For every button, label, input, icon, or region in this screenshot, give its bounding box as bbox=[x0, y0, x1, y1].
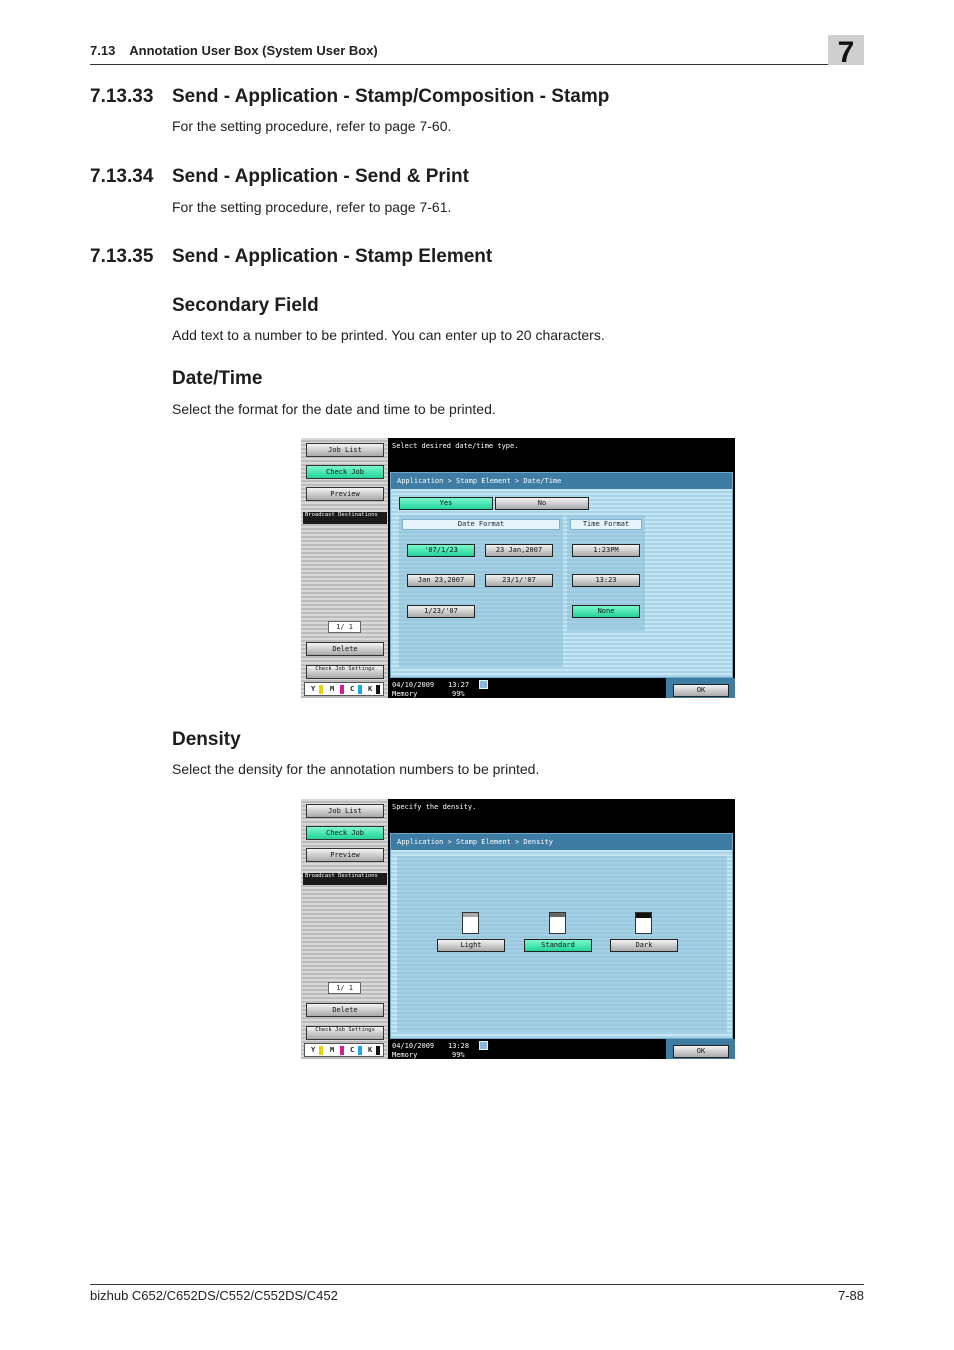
section-heading-7-13-35 bbox=[90, 246, 492, 268]
preview-button[interactable]: Preview bbox=[306, 848, 384, 862]
section-heading-7-13-33 bbox=[90, 86, 609, 108]
date-format-label: Date Format bbox=[402, 519, 560, 530]
screen-message: Specify the density. bbox=[392, 803, 477, 811]
settings-area bbox=[390, 472, 733, 678]
toner-indicator bbox=[304, 682, 384, 696]
page-counter: 1/ 1 bbox=[328, 982, 361, 994]
check-job-button[interactable]: Check Job bbox=[306, 465, 384, 479]
subheading-secondary-field: Secondary Field bbox=[172, 295, 319, 316]
preview-button[interactable]: Preview bbox=[306, 487, 384, 501]
toner-indicator bbox=[304, 1043, 384, 1057]
subheading-density: Density bbox=[172, 729, 241, 750]
memory-value: 99% bbox=[452, 1051, 465, 1059]
time-format-label: Time Format bbox=[570, 519, 642, 530]
toner-y-bar bbox=[319, 685, 323, 694]
side-panel bbox=[301, 799, 388, 1059]
mfp-screen-date-time bbox=[301, 438, 735, 698]
network-icon bbox=[479, 680, 488, 689]
toner-k-label: K bbox=[368, 685, 373, 693]
no-button[interactable]: No bbox=[495, 497, 589, 510]
toner-c-label: C bbox=[350, 1046, 355, 1054]
network-icon bbox=[479, 1041, 488, 1050]
toner-m-bar bbox=[340, 1046, 344, 1055]
check-job-button[interactable]: Check Job bbox=[306, 826, 384, 840]
standard-density-icon bbox=[549, 912, 566, 934]
status-date: 04/10/2009 bbox=[392, 681, 435, 689]
toner-y-bar bbox=[319, 1046, 323, 1055]
status-bar bbox=[390, 1039, 666, 1059]
date-time-text: Select the format for the date and time to be printed. bbox=[172, 401, 496, 417]
subheading-date-time: Date/Time bbox=[172, 368, 263, 389]
delete-button[interactable]: Delete bbox=[306, 1003, 384, 1017]
light-button[interactable]: Light bbox=[437, 939, 505, 952]
footer-page-number: 7-88 bbox=[837, 1288, 864, 1303]
header-rule bbox=[90, 64, 864, 65]
section-title: Send - Application - Stamp/Composition - Stamp bbox=[172, 86, 610, 107]
date-format-group bbox=[399, 515, 563, 667]
status-bar bbox=[390, 678, 666, 698]
section-title: Send - Application - Send & Print bbox=[172, 166, 469, 187]
broadcast-destinations-label: Broadcast Destinations bbox=[303, 512, 387, 524]
breadcrumb: Application > Stamp Element > Date/Time bbox=[391, 473, 732, 489]
secondary-field-text: Add text to a number to be printed. You can enter up to 20 characters. bbox=[172, 327, 605, 343]
time-option-button[interactable]: None bbox=[572, 605, 640, 618]
section-number: 7.13.34 bbox=[90, 166, 154, 187]
density-text: Select the density for the annotation numbers to be printed. bbox=[172, 761, 540, 777]
footer-model: bizhub C652/C652DS/C552/C552DS/C452 bbox=[90, 1288, 338, 1303]
side-panel bbox=[301, 438, 388, 698]
section-text: For the setting procedure, refer to page 7-60. bbox=[172, 118, 452, 134]
settings-area bbox=[390, 833, 733, 1039]
toner-c-bar bbox=[358, 685, 362, 694]
ok-button[interactable]: OK bbox=[673, 684, 729, 697]
status-date: 04/10/2009 bbox=[392, 1042, 435, 1050]
check-job-settings-button[interactable]: Check Job Settings bbox=[306, 665, 384, 679]
date-option-button[interactable]: '07/1/23 bbox=[407, 544, 475, 557]
breadcrumb: Application > Stamp Element > Density bbox=[391, 834, 732, 850]
memory-label: Memory bbox=[392, 1051, 418, 1059]
delete-button[interactable]: Delete bbox=[306, 642, 384, 656]
footer-rule bbox=[90, 1284, 864, 1285]
page-counter: 1/ 1 bbox=[328, 621, 361, 633]
toner-k-label: K bbox=[368, 1046, 373, 1054]
screen-message: Select desired date/time type. bbox=[392, 442, 519, 450]
toner-m-label: M bbox=[330, 1046, 335, 1054]
toner-k-bar bbox=[376, 685, 380, 694]
section-text: For the setting procedure, refer to page 7-61. bbox=[172, 199, 452, 215]
check-job-settings-button[interactable]: Check Job Settings bbox=[306, 1026, 384, 1040]
toner-c-bar bbox=[358, 1046, 362, 1055]
broadcast-destinations-label: Broadcast Destinations bbox=[303, 873, 387, 885]
toner-m-label: M bbox=[330, 685, 335, 693]
toner-y-label: Y bbox=[311, 685, 316, 693]
toner-m-bar bbox=[340, 685, 344, 694]
ok-button[interactable]: OK bbox=[673, 1045, 729, 1058]
job-list-button[interactable]: Job List bbox=[306, 443, 384, 457]
date-option-button[interactable]: 1/23/'07 bbox=[407, 605, 475, 618]
dark-button[interactable]: Dark bbox=[610, 939, 678, 952]
dark-density-icon bbox=[635, 912, 652, 934]
memory-value: 99% bbox=[452, 690, 465, 698]
running-header: 7.13 Annotation User Box (System User Box) bbox=[90, 43, 378, 58]
job-list-button[interactable]: Job List bbox=[306, 804, 384, 818]
section-number: 7.13.33 bbox=[90, 86, 154, 107]
date-option-button[interactable]: 23 Jan,2007 bbox=[485, 544, 553, 557]
mfp-screen-density bbox=[301, 799, 735, 1059]
date-option-button[interactable]: 23/1/'07 bbox=[485, 574, 553, 587]
section-heading-7-13-34 bbox=[90, 166, 469, 188]
toner-c-label: C bbox=[350, 685, 355, 693]
time-option-button[interactable]: 13:23 bbox=[572, 574, 640, 587]
section-number: 7.13.35 bbox=[90, 246, 154, 267]
yes-button[interactable]: Yes bbox=[399, 497, 493, 510]
chapter-number-badge: 7 bbox=[828, 35, 864, 65]
memory-label: Memory bbox=[392, 690, 418, 698]
toner-k-bar bbox=[376, 1046, 380, 1055]
toner-y-label: Y bbox=[311, 1046, 316, 1054]
status-time: 13:27 bbox=[448, 681, 470, 689]
section-title: Send - Application - Stamp Element bbox=[172, 246, 493, 267]
status-time: 13:28 bbox=[448, 1042, 470, 1050]
standard-button[interactable]: Standard bbox=[524, 939, 592, 952]
light-density-icon bbox=[462, 912, 479, 934]
date-option-button[interactable]: Jan 23,2007 bbox=[407, 574, 475, 587]
time-option-button[interactable]: 1:23PM bbox=[572, 544, 640, 557]
